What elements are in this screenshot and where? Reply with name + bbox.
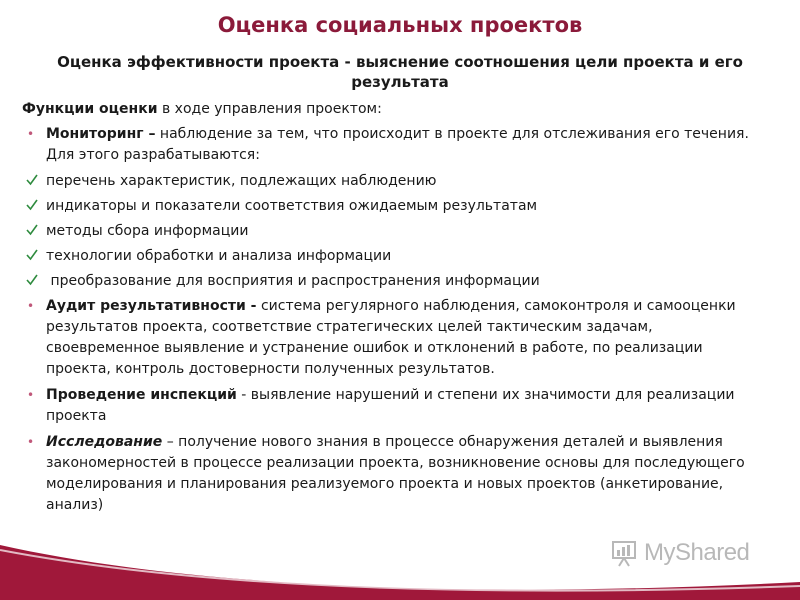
check-item-label: индикаторы и показатели соответствия ожидаемым результатам: [46, 198, 538, 214]
watermark: [610, 538, 749, 568]
intro-rest: в ходе управления проектом:: [157, 101, 382, 117]
check-item-1: [22, 196, 760, 217]
intro-bold: Функции оценки: [22, 101, 158, 117]
check-item-2: [22, 221, 760, 242]
audit-text: система регулярного наблюдения, самоконтроля и самооценки результатов проекта, соответствие стратегических целей тактическим задачам, своевременное выявление и устранение ошибок и отклонений в работе, по реализации проекта, контроль достоверности полученных результатов.: [46, 298, 736, 377]
checkmark-icon: [25, 173, 39, 187]
intro-line: [22, 99, 760, 120]
watermark-text: MyShared: [644, 539, 750, 566]
item-inspections: [22, 385, 760, 427]
check-item-label: перечень характеристик, подлежащих наблюдению: [46, 173, 437, 189]
check-item-4: [22, 271, 760, 292]
check-item-3: [22, 246, 760, 267]
inspections-text: - выявление нарушений и степени их значимости для реализации проекта: [46, 387, 735, 424]
checkmark-icon: [25, 273, 39, 287]
check-item-label: методы сбора информации: [46, 223, 249, 239]
inspections-term: Проведение инспекций: [46, 387, 237, 403]
item-audit: [22, 296, 760, 380]
research-term: Исследование: [46, 434, 163, 450]
research-text: – получение нового знания в процессе обнаружения деталей и выявления закономерностей в процессе реализации проекта, возникновение основы для последующего моделирования и планирования реализуемого проекта и новых проектов (анкетирование, анализ): [46, 434, 745, 513]
checkmark-icon: [25, 248, 39, 262]
item-research: [22, 432, 760, 516]
monitoring-term: Мониторинг –: [46, 126, 156, 142]
slide-title: Оценка социальных проектов: [217, 13, 583, 37]
checkmark-icon: [25, 198, 39, 212]
checkmark-icon: [25, 223, 39, 237]
slide-subtitle: Оценка эффективности проекта - выяснение соотношения цели проекта и его результата: [57, 53, 743, 91]
audit-term: Аудит результативности -: [46, 298, 257, 314]
check-item-label: преобразование для восприятия и распространения информации: [46, 273, 540, 289]
check-item-label: технологии обработки и анализа информации: [46, 248, 392, 264]
check-item-0: [22, 171, 760, 192]
monitoring-text: наблюдение за тем, что происходит в проекте для отслеживания его течения. Для этого разрабатываются:: [46, 126, 749, 163]
slide-body: [22, 99, 760, 521]
presentation-board-icon: [610, 538, 640, 568]
item-monitoring: [22, 124, 760, 166]
functions-list: [22, 124, 760, 516]
